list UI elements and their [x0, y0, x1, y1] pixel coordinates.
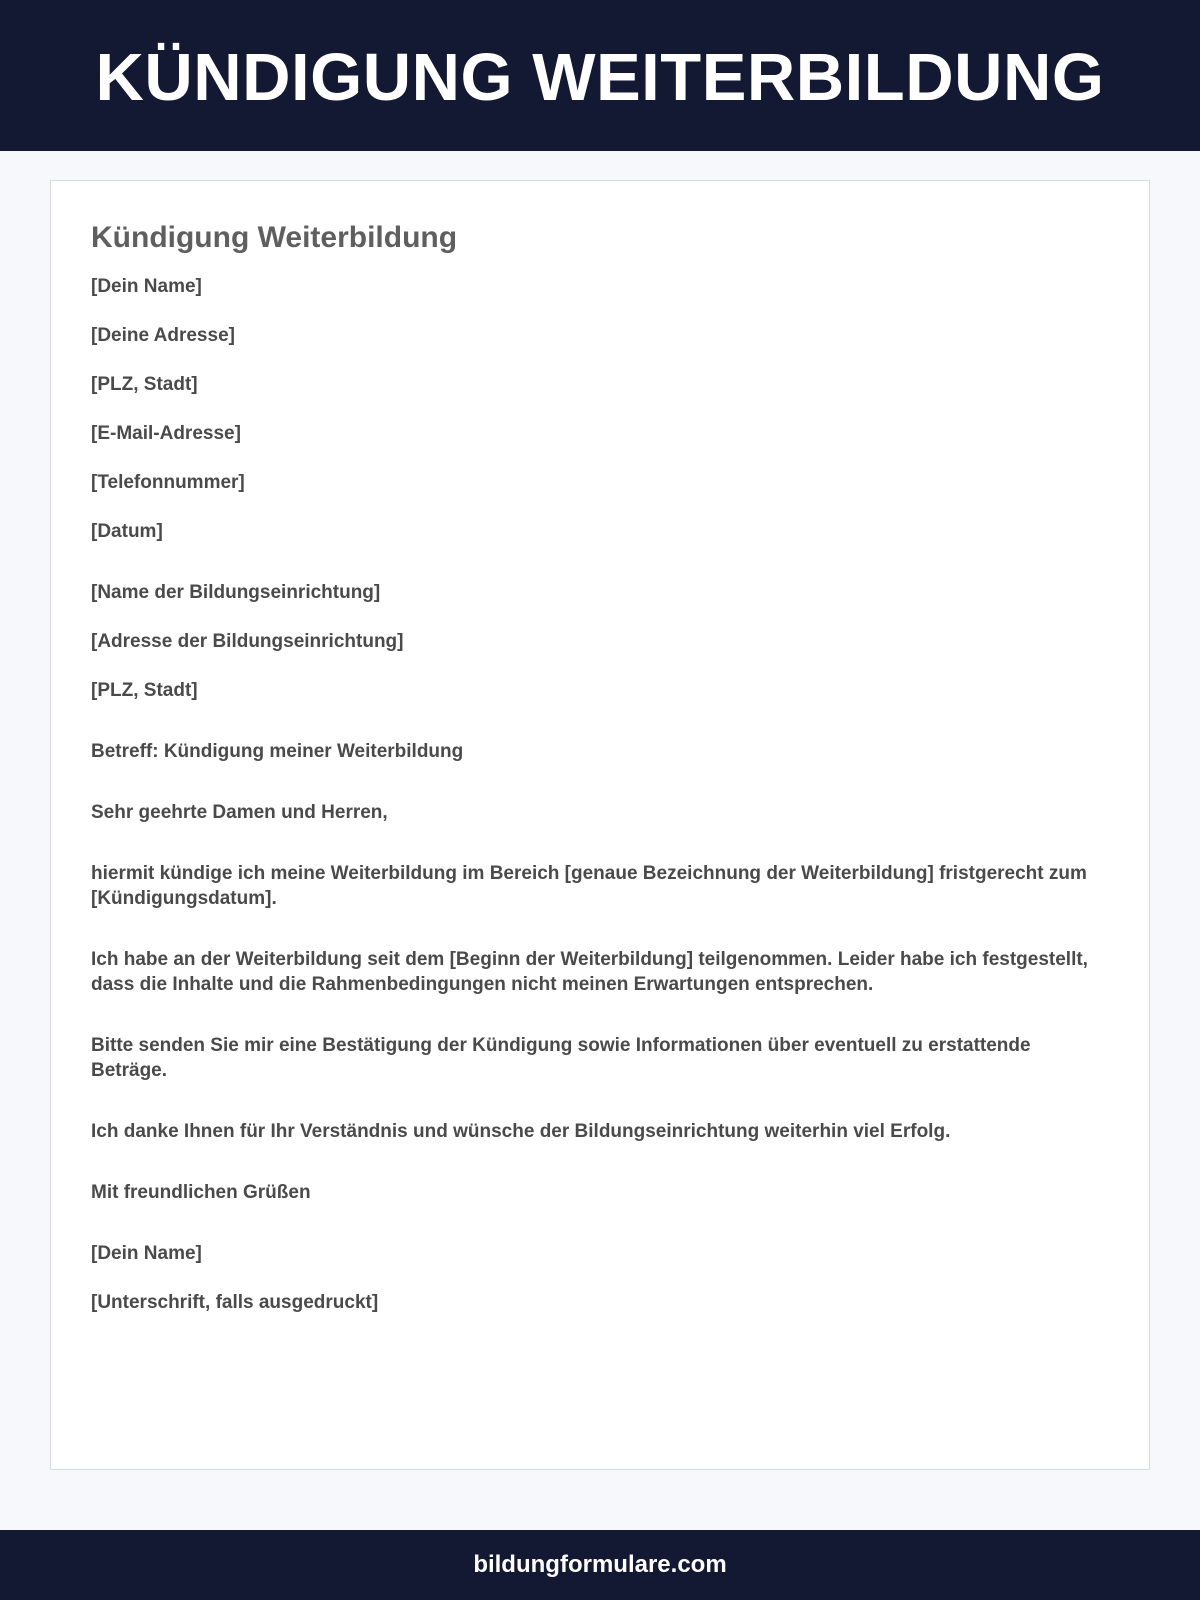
letter-subject: Betreff: Kündigung meiner Weiterbildung [91, 741, 464, 762]
letter-closing: Mit freundlichen Grüßen [91, 1182, 311, 1203]
letter-paragraph: Bitte senden Sie mir eine Bestätigung der Kündigung sowie Informationen über eventuell zu erstattende Beträge. [91, 1035, 1031, 1081]
footer-site-name: bildungformulare.com [473, 1551, 727, 1578]
letter-paragraph: hiermit kündige ich meine Weiterbildung im Bereich [genaue Bezeichnung der Weiterbildung] fristgerecht zum [Kündigungsdatum]. [91, 863, 1087, 909]
letter-date: [Datum] [91, 521, 163, 542]
signature-note: [Unterschrift, falls ausgedruckt] [91, 1292, 379, 1313]
sender-city: [PLZ, Stadt] [91, 374, 198, 395]
sender-email: [E-Mail-Adresse] [91, 423, 241, 444]
recipient-name: [Name der Bildungseinrichtung] [91, 582, 381, 603]
letter-paragraph: Ich habe an der Weiterbildung seit dem [Beginn der Weiterbildung] teilgenommen. Leider habe ich festgestellt, dass die Inhalte und die Rahmenbedingungen nicht meinen Erwartungen entsprechen. [91, 949, 1088, 995]
sender-name: [Dein Name] [91, 276, 202, 297]
letter-paragraph: Ich danke Ihnen für Ihr Verständnis und wünsche der Bildungseinrichtung weiterhin viel Erfolg. [91, 1121, 951, 1142]
sender-address: [Deine Adresse] [91, 325, 235, 346]
letter-salutation: Sehr geehrte Damen und Herren, [91, 802, 388, 823]
sender-phone: [Telefonnummer] [91, 472, 245, 493]
document-heading: Kündigung Weiterbildung [91, 221, 458, 254]
title-banner [0, 0, 1200, 151]
signature-name: [Dein Name] [91, 1243, 202, 1264]
banner-title: KÜNDIGUNG WEITERBILDUNG [95, 40, 1105, 115]
recipient-address: [Adresse der Bildungseinrichtung] [91, 631, 404, 652]
site-footer [0, 1530, 1200, 1600]
recipient-city: [PLZ, Stadt] [91, 680, 198, 701]
letter-card [50, 180, 1150, 1470]
